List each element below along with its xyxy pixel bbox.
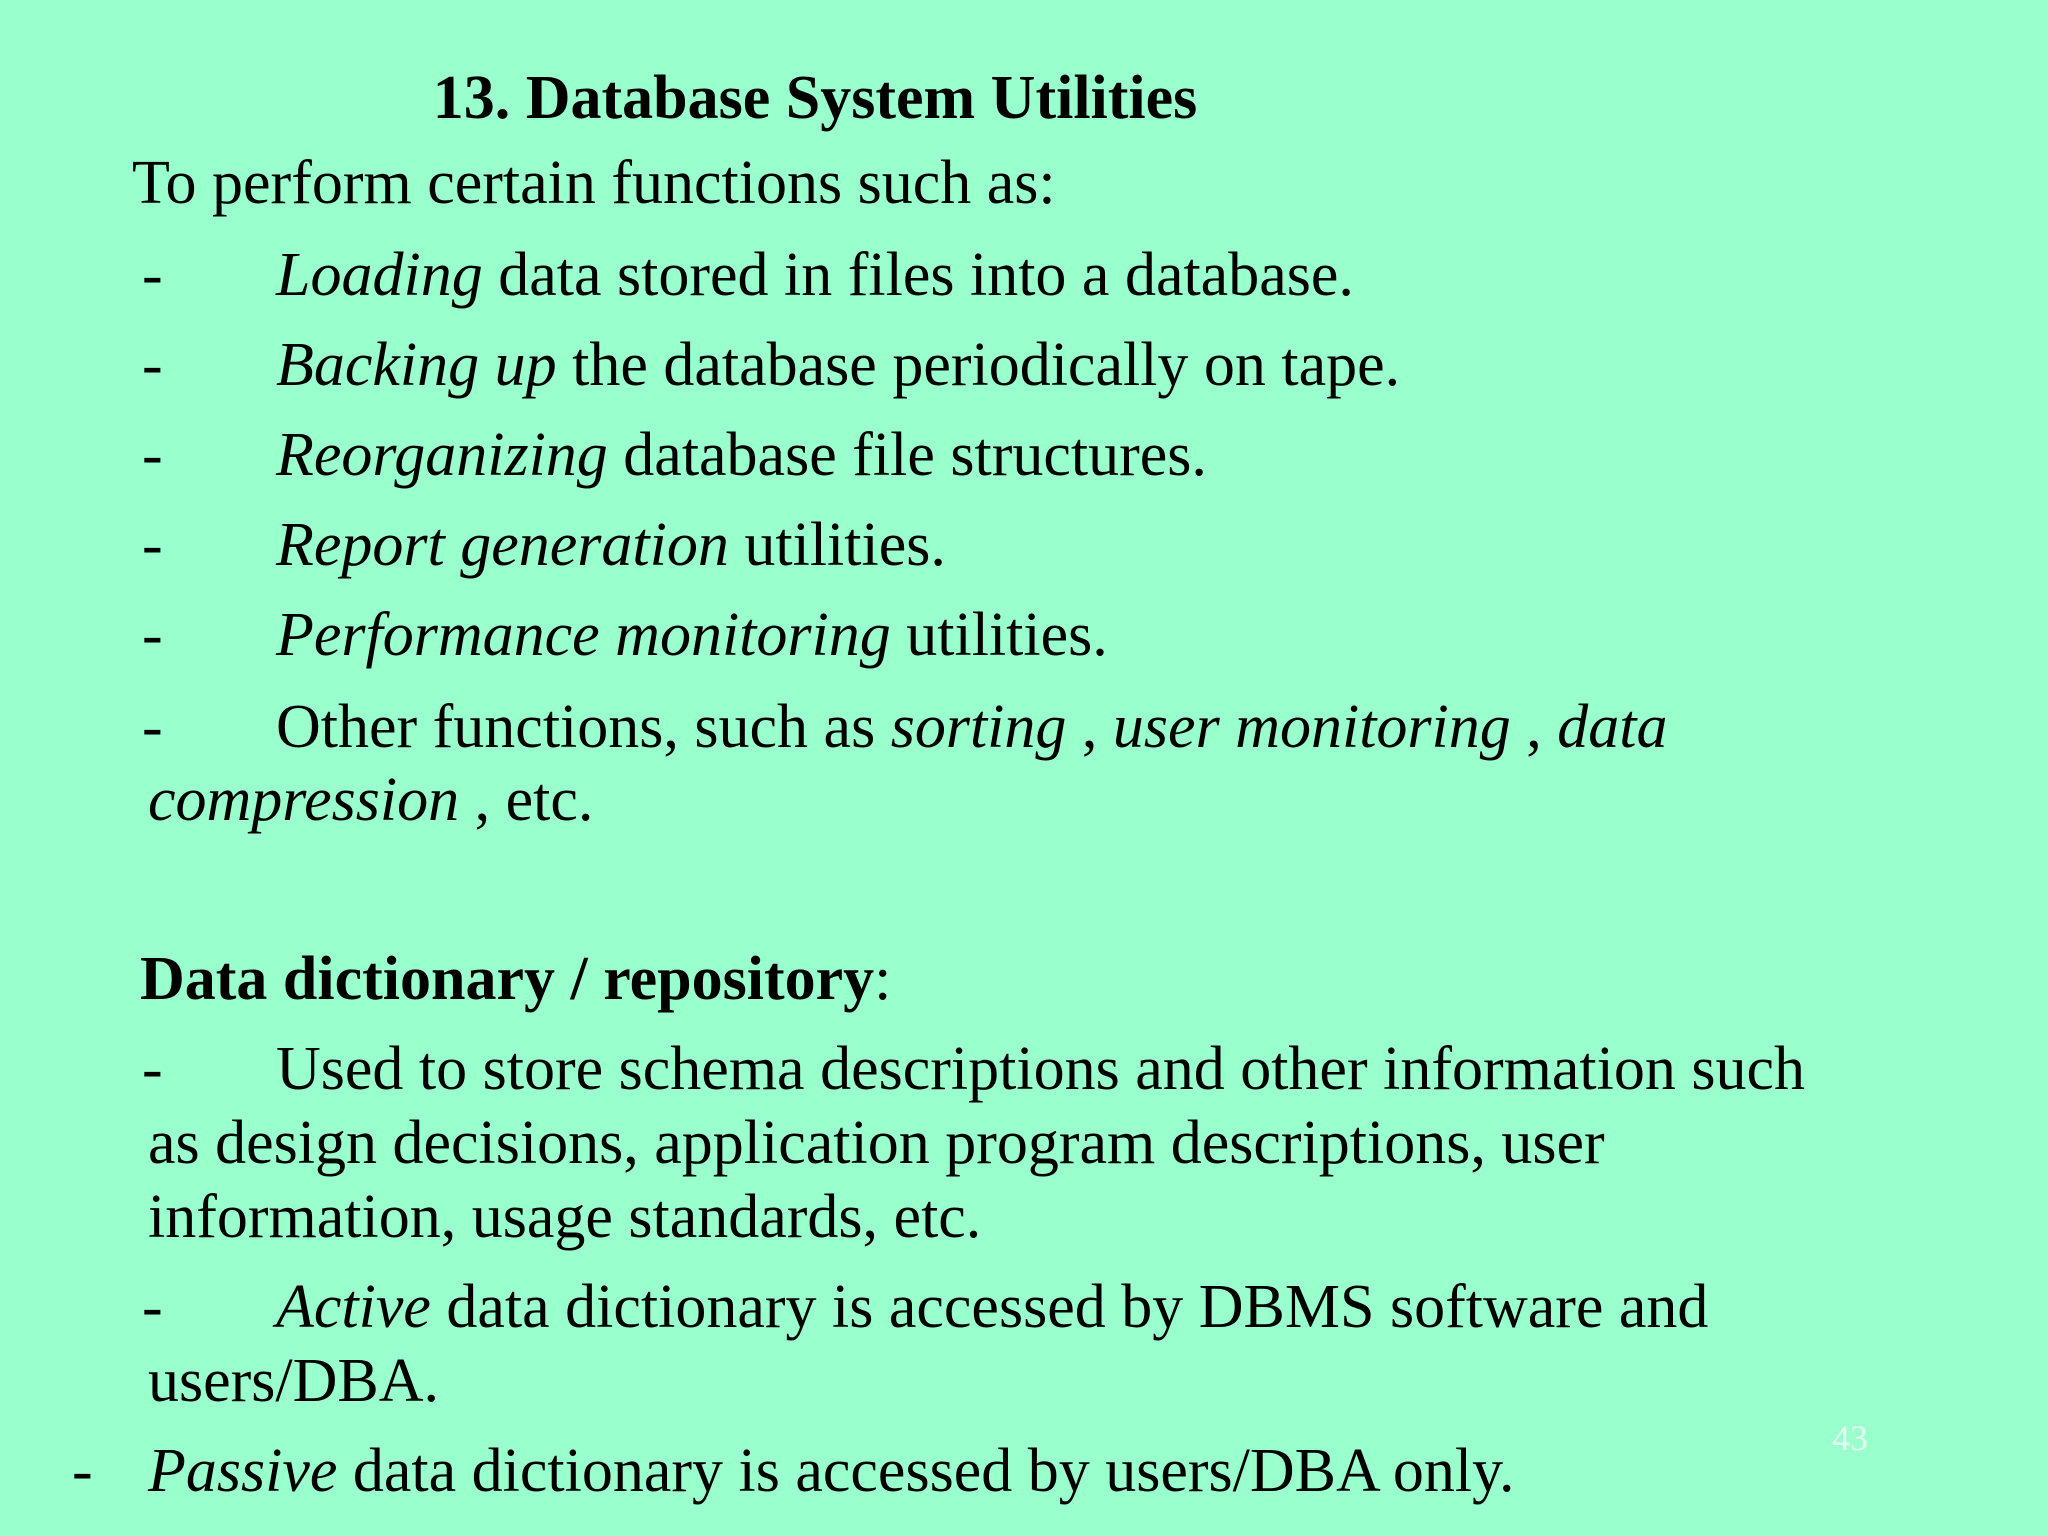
list-item-text: the database periodically on tape. xyxy=(556,331,1401,399)
list-item-emphasis: Loading xyxy=(276,241,483,309)
dictionary-item-line xyxy=(276,1270,1708,1344)
list-bullet: - xyxy=(142,1273,163,1341)
dictionary-item-line: Used to store schema descriptions and other information such xyxy=(276,1035,1805,1103)
dictionary-item-line: users/DBA. xyxy=(148,1347,440,1415)
dictionary-item-line: information, usage standards, etc. xyxy=(148,1183,982,1251)
dictionary-item-emphasis: Active xyxy=(276,1273,431,1341)
list-item xyxy=(276,418,1207,492)
list-item xyxy=(276,508,946,582)
dictionary-heading-text: Data dictionary / repository xyxy=(140,945,875,1013)
list-bullet: - xyxy=(142,693,163,761)
list-item xyxy=(276,598,1108,672)
dictionary-heading xyxy=(140,942,891,1016)
other-tail: , etc. xyxy=(459,766,594,834)
list-bullet: - xyxy=(142,511,163,579)
list-item xyxy=(276,328,1400,402)
dictionary-item-text: data dictionary is accessed by DBMS software and xyxy=(430,1273,1709,1341)
list-item-text: data stored in files into a database. xyxy=(482,241,1354,309)
list-item xyxy=(276,238,1354,312)
list-item-other xyxy=(276,690,1668,764)
other-compression: compression xyxy=(148,766,460,834)
list-item-text: utilities. xyxy=(890,601,1108,669)
list-bullet: - xyxy=(142,601,163,669)
other-separator: , xyxy=(1510,693,1558,761)
list-item-text: utilities. xyxy=(728,511,946,579)
dictionary-item-line xyxy=(148,1434,1515,1508)
list-bullet: - xyxy=(142,421,163,489)
other-data: data xyxy=(1557,693,1668,761)
list-item-text: database file structures. xyxy=(607,421,1207,489)
dictionary-item-line: as design decisions, application program descriptions, user xyxy=(148,1109,1605,1177)
dictionary-item-text: data dictionary is accessed by users/DBA only. xyxy=(337,1437,1515,1505)
list-item-other-continued xyxy=(148,763,593,837)
intro-text: To perform certain functions such as: xyxy=(132,149,1056,217)
list-item-emphasis: Performance monitoring xyxy=(276,601,891,669)
list-item-emphasis: Report generation xyxy=(276,511,729,579)
slide-title: 13. Database System Utilities xyxy=(432,64,1198,132)
list-item-emphasis: Backing up xyxy=(276,331,557,399)
other-sorting: sorting xyxy=(890,693,1067,761)
list-item-emphasis: Reorganizing xyxy=(276,421,608,489)
other-separator: , xyxy=(1066,693,1113,761)
other-lead-text: Other functions, such as xyxy=(276,693,891,761)
dictionary-item-emphasis: Passive xyxy=(148,1437,338,1505)
list-bullet: - xyxy=(72,1437,93,1505)
other-user-monitoring: user monitoring xyxy=(1112,693,1511,761)
list-bullet: - xyxy=(142,241,163,309)
list-bullet: - xyxy=(142,1035,163,1103)
page-number: 43 xyxy=(1832,1418,1868,1458)
list-bullet: - xyxy=(142,331,163,399)
dictionary-heading-colon: : xyxy=(874,945,892,1013)
